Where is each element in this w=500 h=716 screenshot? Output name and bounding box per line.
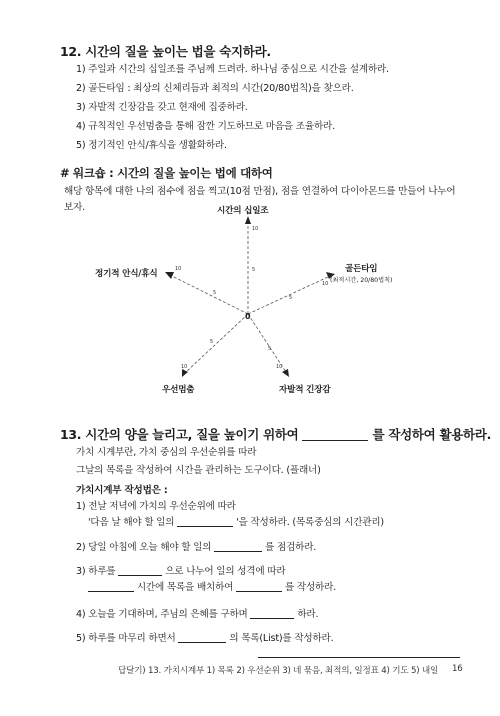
answer-key: 답달기) 13. 가치시계부 1) 목록 2) 우선순위 3) 네 묶음, 최적의, 일정표 4) 기도 5) 내일 [118, 666, 439, 676]
section12-item-2: 2) 골든타임 : 최상의 신체리듬과 최적의 시간(20/80법칙)을 찾으라. [76, 83, 354, 94]
step3-line1-post: 으로 나누어 일의 성격에 따라 [165, 566, 286, 577]
tick-tithe-5: 5 [252, 267, 256, 273]
axis-label-tithe: 시간의 십일조 [217, 206, 269, 216]
axis-sublabel-golden-time: (최적시간, 20/80법칙) [330, 277, 393, 284]
step2-pre: 2) 당일 아침에 오늘 해야 할 일의 [76, 542, 212, 553]
blank-step3c[interactable] [236, 581, 282, 592]
section12-item-1: 1) 주일과 시간의 십일조를 주님께 드려라. 하나님 중심으로 시간을 설계하라. [76, 64, 389, 75]
step1-line2-post: '을 작성하라. (목록중심의 시간관리) [236, 517, 384, 528]
step2-post: 를 점검하라. [265, 542, 317, 553]
workshop-description-line2: 보자. [64, 202, 85, 213]
tick-pause-10: 10 [181, 364, 188, 370]
section13-title [60, 425, 491, 443]
step1-line1: 1) 전날 저녁에 가치의 우선순위에 따라 [76, 501, 236, 512]
blank-step2[interactable] [214, 541, 262, 552]
section12-title: 12. 시간의 질을 높이는 법을 숙지하라. [60, 44, 271, 59]
step3-line1 [76, 563, 285, 577]
axis-arrowheads [165, 216, 335, 377]
arrow-tension [282, 369, 289, 377]
section13-title-pre: 13. 시간의 양을 늘리고, 질을 높이기 위하여 [60, 427, 299, 442]
axis-label-pause: 우선멈춤 [162, 385, 195, 395]
blank-step5[interactable] [178, 632, 226, 643]
step3-line2 [88, 579, 336, 593]
section12-item-5: 5) 정기적인 안식/휴식을 생활화하라. [76, 140, 227, 151]
tick-tension-10: 10 [276, 364, 283, 370]
step4 [76, 606, 318, 620]
step3-line1-pre: 3) 하루를 [76, 566, 116, 577]
tick-golden-5: 5 [289, 295, 293, 301]
section13-title-post: 를 작성하여 활용하라. [372, 427, 492, 442]
workshop-title: # 워크숍 : 시간의 질을 높이는 법에 대하여 [60, 166, 273, 180]
method-title: 가치시계부 작성법은 : [76, 485, 168, 496]
center-zero: 0 [245, 312, 251, 321]
tick-golden-10: 10 [322, 281, 329, 287]
arrow-rest [165, 272, 174, 279]
step4-post: 하라. [297, 609, 319, 620]
tick-rest-5: 5 [213, 290, 217, 296]
step1-line2-pre: '다음 날 해야 할 일의 [88, 517, 175, 528]
tick-tension-5: 5 [268, 346, 272, 352]
step5-pre: 5) 하루를 마무리 하면서 [76, 633, 176, 644]
blank-step3a[interactable] [118, 565, 162, 576]
step5-post: 의 목록(List)를 작성하라. [229, 633, 334, 644]
step4-pre: 4) 오늘을 기대하며, 주님의 은혜를 구하며 [76, 609, 248, 620]
blank-step1[interactable] [177, 516, 233, 527]
workshop-description-line1: 해당 항목에 대한 나의 점수에 점을 찍고(10점 만점), 점을 연결하여 다이아몬드를 만들어 나누어 [64, 186, 456, 197]
blank-answer-1[interactable] [302, 430, 368, 441]
blank-step3b[interactable] [88, 581, 134, 592]
arrow-pause [182, 369, 188, 377]
arrow-tithe [245, 216, 251, 224]
blank-step4[interactable] [250, 608, 294, 619]
tick-rest-10: 10 [175, 266, 182, 272]
axis-label-golden-time: 골든타임 [345, 264, 378, 274]
step3-line2-mid: 시간에 목록을 배치하여 [136, 582, 234, 593]
axis-line-rest [170, 275, 248, 314]
section12-item-4: 4) 규칙적인 우선멈춤을 통해 잠깐 기도하므로 마음을 조율하라. [76, 121, 335, 132]
section12-item-3: 3) 자발적 긴장감을 갖고 현재에 집중하라. [76, 102, 248, 113]
step2 [76, 539, 316, 553]
step3-line2-post: 를 작성하라. [284, 582, 336, 593]
footer-rule [258, 657, 460, 658]
tick-tithe-10: 10 [252, 226, 259, 232]
section13-intro-line2: 그날의 목록을 작성하여 시간을 관리하는 도구이다. (플래너) [76, 465, 321, 476]
step5 [76, 630, 333, 644]
page-number: 16 [452, 664, 463, 674]
step1-line2 [88, 514, 384, 528]
section13-intro-line1: 가치 시계부란, 가치 중심의 우선순위를 따라 [76, 447, 257, 458]
axis-label-tension: 자발적 긴장감 [279, 385, 331, 395]
tick-pause-5: 5 [210, 339, 214, 345]
axis-line-pause [186, 314, 248, 372]
axis-label-rest: 정기적 안식/휴식 [95, 269, 158, 279]
